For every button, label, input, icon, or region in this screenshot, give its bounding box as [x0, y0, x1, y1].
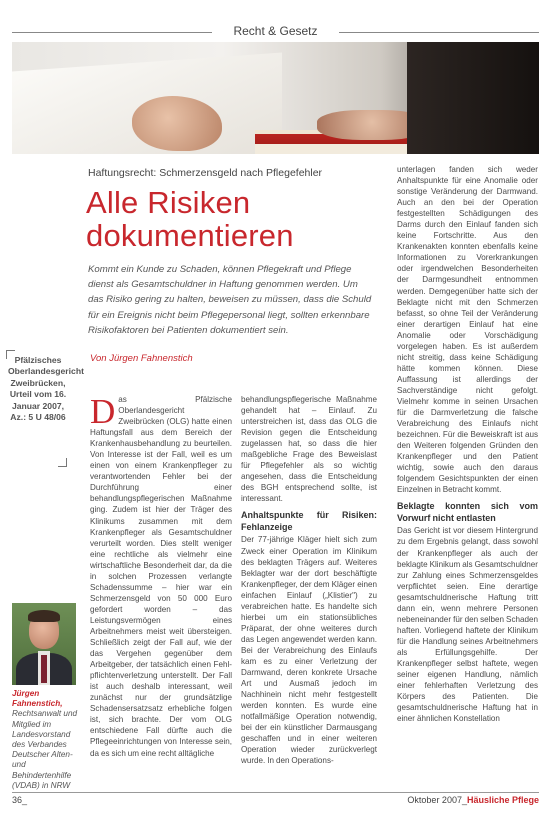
issue-info	[407, 795, 539, 805]
author-photo-hair	[28, 610, 60, 622]
article-kicker: Haftungsrecht: Schmerzensgeld nach Pflegefehler	[88, 167, 323, 179]
court-reference-note: Pfälzisches Oberlandesgericht Zweibrücken, Urteil vom 16. Januar 2007, Az.: 5 U 48/06	[8, 355, 84, 423]
issue-date: Oktober 2007_	[407, 795, 467, 805]
note-corner-bottom-right	[58, 458, 67, 467]
body-paragraph: behandlungspflegerische Maßnahme gehandelt hat – Einlauf. Zu unterstreichen ist, dass das OLG die Revision gegen die Entscheidung zugelassen hat, so dass die hier maßgebliche Frage des Beweislast für Pflegefehler als so wichtig angesehen, dass die Entscheidung des BGH entsprechend sollte, ist interessant.	[241, 395, 377, 504]
footer-rule	[12, 792, 539, 793]
author-description: Rechtsanwalt und Mitglied im Landesvorstand des Verbandes Deutscher Alten- und Behindertenhilfe (VDAB) in NRW	[12, 709, 78, 790]
article-lead: Kommt ein Kunde zu Schaden, können Pflegekraft und Pflege dienst als Gesamtschuldner in Haftung genommen werden. Um das Risiko gering zu halten, beweisen zu müssen, dass die Schuld für ein Ereignis nicht beim Pflegepersonal liegt, sollten erkennbare Risikofaktoren bei Patienten dokumentiert sein.	[88, 264, 372, 336]
magazine-name: Häusliche Pflege	[466, 795, 539, 805]
section-header	[12, 22, 539, 42]
headline-line-2: dokumentieren	[86, 218, 294, 253]
body-column-2	[241, 394, 377, 766]
author-name: Jürgen Fahnenstich,	[12, 689, 63, 709]
body-column-3	[397, 164, 538, 724]
hero-robe-sleeve	[407, 42, 539, 154]
hero-photo	[12, 42, 539, 154]
section-label: Recht & Gesetz	[233, 24, 318, 38]
page-number: 36_	[12, 795, 28, 805]
article-headline	[86, 186, 294, 252]
section-rule-right	[339, 32, 539, 33]
author-bio	[12, 689, 78, 791]
body-column-1	[90, 394, 232, 759]
section-rule-left	[12, 32, 212, 33]
subheading-risk-factors: Anhaltspunkte für Risiken: Fehlanzeige	[241, 510, 377, 532]
article-byline: Von Jürgen Fahnenstich	[90, 353, 193, 364]
author-photo-tie	[41, 655, 47, 683]
headline-line-1: Alle Risiken	[86, 185, 251, 220]
body-paragraph: Das Gericht ist vor diesem Hintergrund zu dem Ergebnis gelangt, dass sowohl der Krankenpfleger als auch der beklagte Klinikum als Gesamtschuldner zur Zahlung eines Schmerzensgeldes verpflichtet seien. Eine derartige gesamtschuldnerische Haftung tritt dann ein, wenn mehrere Personen nebeneinander für den selben Schaden haften. Vorliegend haftete der Klinikum für die Handlung seines Arbeitnehmers als Erfüllungsgehilfe. Der Krankenpfleger selbst haftete, wegen seiner eigenen Handlung, nämlich einer fehlerhaften Verletzung des Körpers des Patienten. Die gesamtschuldnerische Haftung hat in einer ähnlichen Konstellation	[397, 526, 538, 724]
body-paragraph: unterlagen fanden sich weder Anhaltspunkte für eine Anomalie oder sonstige Veränderung der Darmwand. Auch an den bei der Operation festgestellten Schädigungen des Darms durch den Einlauf fanden sich keine Fortschritte. Aus den Krankenakten konnten ebenfalls keine Informationen zu Vorerkrankungen oder irgendwelchen Besonderheiten der Darmgesundheit entnommen werden. Demgegenüber hatte sich der Beklagte nicht mit den Schmerzen befasst, so ohne Teil der Veränderung einer derartigen Einlauf hat eine Anomalie oder Vorschädigung vorgelegen haben. Es ist außerdem nicht streitig, dass keine Schädigung hätte kommen können. Diese Auffassung ist allerdings der Sachverständige nicht gefolgt. Vielmehr komme in seinen Ursachen für die Darmverletzung die falsche Verabreichung des Einlaufs nicht bezeichnen. Für die Beweiskraft ist aus den Weiteren folgenden Gründen den Krankenpfleger und den Patient wichtig, sowie auch den daraus folgendem Gesichtspunkten der einen Einzelnen in Betracht kommt.	[397, 165, 538, 495]
author-photo	[12, 603, 76, 685]
drop-cap: D	[90, 392, 116, 431]
body-paragraph: as Pfälzische Oberlandesgericht Zweibrücken (OLG) hatte einen Haftungsfall aus dem Bereich der Krankenhausbehandlung zu beurteilen. Von Interesse ist der Fall, weil es um einen von einem Krankenpfleger zu verantwortenden Fehler bei der Durchführung einer behandlungspflegerischen Maßnahme ging. Zudem ist hier der Träger des Klinikums zusammen mit dem Krankenpfleger als Gesamtschuldner verurteilt worden. Dies stellt weniger eine rechtliche als vielmehr eine wirtschaftliche Besonderheit dar, da die in solchen Prozessen verlangte Schadenssumme – hier war ein Schmerzensgeld von 50 000 Euro gefordert worden – das Leistungsvermögen eines Arbeitnehmers meist weit übersteigen. Schließlich zeigt der Fall auf, wie der das Vergehen gegenüber dem Arbeitgeber, der tatsächlich einen Fehl- pflichtenverletzung unterstellt. Der Fall ist auch deshalb interessant, weil zunächst nur der grundsätzlige Schadensersatzsatz erhebliche folgen ist, sich brachte. Der vom OLG entschiedene Fall dürfte auch die Pflegeeinrichtungen von Interesse sein, da es sich um eine recht alltägliche	[90, 395, 232, 758]
subheading-defendants: Beklagte konnten sich vom Vorwurf nicht entlasten	[397, 501, 538, 523]
body-paragraph: Der 77-jährige Kläger hielt sich zum Zweck einer Operation im Klinikum des beklagten Trägers auf. Weiteres Beklagter war der dort beschäftigte Krankenpfleger, der dem Kläger einen einfachen Einlauf („Klistier") zu verabreichen hatte. Es handelte sich hierbei um ein stationsübliches Präparat, der ohne weiteres durch das Legen angewendet werden kann. Bei der Verabreichung des Einlaufs kam es zu einer Verletzung der Darmwand, deren konkrete Ursache Art und Ausmaß jedoch im Nachhinein nicht mehr festgestellt werden konnten. Es wurde eine notfallmäßige Operation notwendig, bei der ein künstlicher Darmausgang geschaffen und in einer weiteren Operation wieder zurückverlegt wurde. In den Operations-	[241, 535, 377, 766]
page-footer	[12, 795, 539, 809]
